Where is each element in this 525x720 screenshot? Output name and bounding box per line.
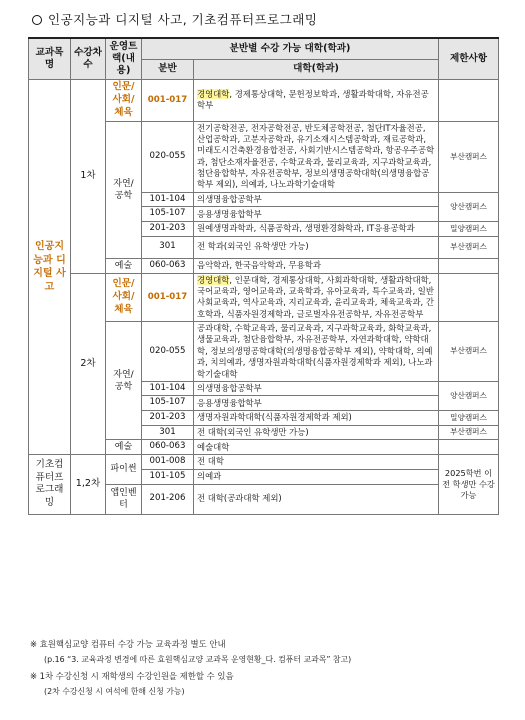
college-cell: 전 대학(공과대학 제외)	[194, 484, 439, 514]
note-cell: 밀양캠퍼스	[439, 411, 499, 426]
college-cell: 의생명융합공학부	[194, 192, 439, 207]
college-cell: 예술대학	[194, 440, 439, 455]
course-table	[28, 37, 499, 515]
table-row	[29, 455, 499, 470]
code-cell: 101-104	[142, 192, 194, 207]
code-cell: 301	[142, 425, 194, 440]
track-python: 파이썬	[106, 455, 142, 484]
table-row	[29, 273, 499, 321]
track-arts: 예술	[106, 258, 142, 273]
college-cell: 음악학과, 한국음악학과, 무용학과	[194, 258, 439, 273]
college-cell: 응용생명융합학부	[194, 207, 439, 222]
code-cell: 020-055	[142, 322, 194, 382]
note-cell: 양산캠퍼스	[439, 192, 499, 221]
code-cell: 301	[142, 236, 194, 258]
note-cell: 부산캠퍼스	[439, 121, 499, 192]
header-chasu: 수강차수	[71, 38, 106, 79]
footnote-2: ※ 1차 수강신청 시 재학생의 수강인원을 제한할 수 있음	[30, 670, 234, 681]
track-appinventor: 앱인벤터	[106, 484, 142, 514]
note-cell-restriction: 2025학번 이전 학생만 수강 가능	[439, 455, 499, 514]
note-cell: 부산캠퍼스	[439, 236, 499, 258]
highlight-text: 경영대학	[197, 89, 230, 100]
highlight-text: 경영대학	[197, 274, 230, 285]
note-cell	[439, 440, 499, 455]
header-college: 대학(학과)	[194, 59, 439, 79]
note-cell: 양산캠퍼스	[439, 381, 499, 410]
college-cell: 생명자원과학대학(식품자원경제학과 제외)	[194, 411, 439, 426]
header-limit: 제한사항	[439, 38, 499, 79]
chasu-2: 2차	[71, 273, 106, 455]
track-humanities: 인문/사회/체육	[106, 273, 142, 321]
note-cell	[439, 79, 499, 121]
header-bunban: 분반	[142, 59, 194, 79]
code-cell: 001-017	[142, 79, 194, 121]
code-cell: 201-203	[142, 222, 194, 237]
note-cell: 부산캠퍼스	[439, 322, 499, 382]
track-humanities: 인문/사회/체육	[106, 79, 142, 121]
footnote-1-detail: (p.16 “3. 교육과정 변경에 따른 효원핵심교양 교과목 운영현황_다. 컴퓨터 교과목” 참고)	[44, 655, 352, 665]
table-row	[29, 79, 499, 121]
track-science: 자연/공학	[106, 121, 142, 258]
code-cell: 201-203	[142, 411, 194, 426]
college-cell: 전 학과(외국인 유학생만 가능)	[194, 236, 439, 258]
note-cell	[439, 258, 499, 273]
section-title-text: 인공지능과 디지털 사고, 기초컴퓨터프로그래밍	[48, 12, 318, 27]
college-cell: 경영대학, 인문대학, 경제통상대학, 사회과학대학, 생활과학대학, 국어교육과, 영어교육과, 교육학과, 유아교육과, 특수교육과, 일반사회교육과, 역사교육과, 지리교육과, 윤리교육과, 체육교육과, 간호학과, 식품자원경제학과, 글로벌자유전공학부, 자유전공학부	[194, 273, 439, 321]
code-cell: 201-206	[142, 484, 194, 514]
code-cell: 001-017	[142, 273, 194, 321]
code-cell: 101-105	[142, 469, 194, 484]
college-cell: 공과대학, 수학교육과, 물리교육과, 지구과학교육과, 화학교육과, 생물교육과, 첨단융합학부, 자유전공학부, 자연과학대학, 약학대학, 정보의생명공학대학(의생명융합공학부 제외), 약학대학, 의예과, 치의예과, 생명자원과학대학(식품자원경제학과 제외), 나노과학기술대학	[194, 322, 439, 382]
college-cell: 원예생명과학과, 식품공학과, 생명환경화학과, IT응용공학과	[194, 222, 439, 237]
code-cell: 060-063	[142, 258, 194, 273]
code-cell: 105-107	[142, 207, 194, 222]
course-name-ai: 인공지능과 디지털 사고	[29, 79, 71, 454]
footnote-1: ※ 효원핵심교양 컴퓨터 수강 가능 교육과정 별도 안내	[30, 639, 226, 649]
college-cell: 전기공학전공, 전자공학전공, 반도체공학전공, 첨단IT자율전공, 산업공학과, 고분자공학과, 유기소재시스템공학과, 재료공학과, 미래도시건축환경융합전공, 사회기반시스템공학과, 항공우주공학과, 첨단소재자율전공, 수학교육과, 물리교육과, 지구과학교육과, 첨단융합학부, 자유전공학부, 정보의생명공학대학(의생명융합공학부 제외), 의예과, 나노과학기술대학	[194, 121, 439, 192]
note-cell: 밀양캠퍼스	[439, 222, 499, 237]
chasu-12: 1,2차	[71, 455, 106, 514]
college-cell: 응용생명융합학부	[194, 396, 439, 411]
track-science: 자연/공학	[106, 322, 142, 440]
circle-bullet-icon	[32, 15, 42, 25]
chasu-1: 1차	[71, 79, 106, 273]
code-cell: 060-063	[142, 440, 194, 455]
code-cell: 105-107	[142, 396, 194, 411]
section-title	[32, 10, 317, 28]
college-cell: 의예과	[194, 469, 439, 484]
note-cell: 부산캠퍼스	[439, 425, 499, 440]
track-arts: 예술	[106, 440, 142, 455]
code-cell: 001-008	[142, 455, 194, 470]
footnotes	[30, 636, 351, 700]
header-course: 교과목명	[29, 38, 71, 79]
college-cell: 전 대학	[194, 455, 439, 470]
note-cell	[439, 273, 499, 321]
course-name-programming: 기초컴퓨터프로그래밍	[29, 455, 71, 514]
code-cell: 020-055	[142, 121, 194, 192]
college-cell: 경영대학, 경제통상대학, 문헌정보학과, 생활과학대학, 자유전공학부	[194, 79, 439, 121]
header-group: 분반별 수강 가능 대학(학과)	[142, 38, 439, 59]
college-cell: 전 대학(외국인 유학생만 가능)	[194, 425, 439, 440]
college-cell: 의생명융합공학부	[194, 381, 439, 396]
header-track: 운영트랙(내용)	[106, 38, 142, 79]
footnote-2-detail: (2차 수강신청 시 여석에 한해 신청 가능)	[44, 687, 185, 697]
code-cell: 101-104	[142, 381, 194, 396]
